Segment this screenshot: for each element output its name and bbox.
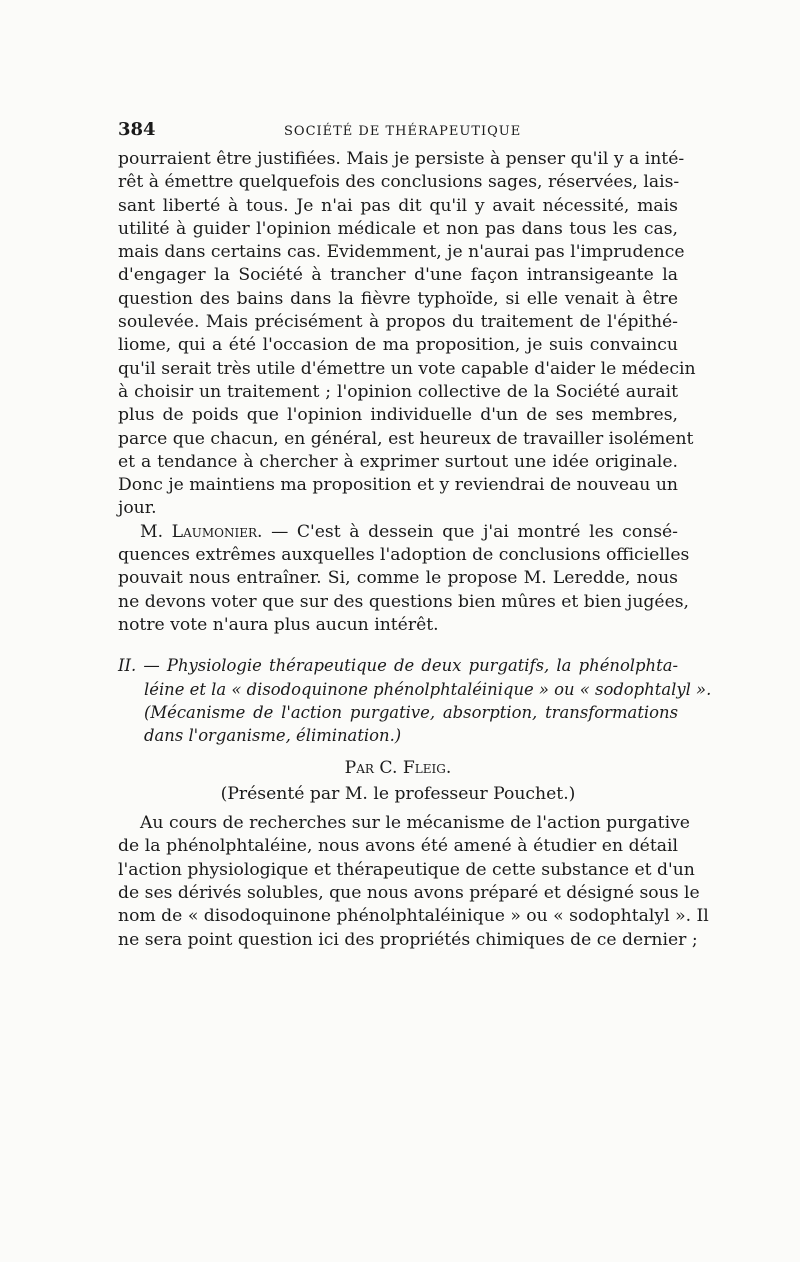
text-line: utilité à guider l'opinion médicale et non pas dans tous les cas,	[118, 218, 678, 239]
article-author: Par C. Fleig.	[344, 758, 452, 779]
text-line: notre vote n'aura plus aucun intérêt.	[118, 614, 439, 635]
presented-by: (Présenté par M. le professeur Pouchet.)	[220, 783, 576, 804]
text-line: sant liberté à tous. Je n'ai pas dit qu'il y avait nécessité, mais	[118, 195, 678, 216]
text-line: pourraient être justifiées. Mais je persiste à penser qu'il y a inté-	[118, 149, 685, 169]
paragraph-3	[118, 812, 709, 952]
text-line	[118, 521, 678, 544]
title-line: dans l'organisme, élimination.)	[144, 726, 402, 746]
speaker-text: — C'est à dessein que j'ai montré les consé-	[262, 521, 678, 542]
text-line: liome, qui a été l'occasion de ma proposition, je suis convaincu	[118, 335, 678, 356]
title-line: léine et la « disodoquinone phénolphtaléinique » ou « sodophtalyl ».	[144, 679, 712, 699]
text-line: Au cours de recherches sur le mécanisme de l'action purgative	[140, 813, 690, 834]
section-gap	[118, 637, 678, 654]
title-line: (Mécanisme de l'action purgative, absorption, transformations	[144, 702, 678, 722]
text-line: question des bains dans la fièvre typhoïde, si elle venait à être	[118, 288, 678, 309]
text-line: nom de « disodoquinone phénolphtaléinique » ou « sodophtalyl ». Il	[118, 906, 709, 927]
text-line: de ses dérivés solubles, que nous avons préparé et désigné sous le	[118, 882, 700, 903]
paragraph-2	[118, 521, 690, 637]
page-header	[118, 118, 678, 142]
text-line: pouvait nous entraîner. Si, comme le propose M. Leredde, nous	[118, 568, 678, 589]
text-line: soulevée. Mais précisément à propos du traitement de l'épithé-	[118, 312, 678, 333]
text-line: rêt à émettre quelquefois des conclusions sages, réservées, lais-	[118, 172, 680, 193]
text-line: plus de poids que l'opinion individuelle d'un de ses membres,	[118, 405, 678, 426]
text-line: à choisir un traitement ; l'opinion collective de la Société aurait	[118, 381, 678, 402]
text-line: ne devons voter que sur des questions bien mûres et bien jugées,	[118, 591, 690, 612]
text-line: l'action physiologique et thérapeutique de cette substance et d'un	[118, 859, 695, 880]
text-line: mais dans certains cas. Evidemment, je n'aurai pas l'imprudence	[118, 242, 685, 263]
page-number: 384	[118, 119, 156, 140]
paragraph-1	[118, 148, 696, 521]
text-line: et a tendance à chercher à exprimer surtout une idée originale.	[118, 451, 678, 472]
text-line: ne sera point question ici des propriétés chimiques de ce dernier ;	[118, 929, 698, 950]
section-title	[118, 654, 712, 747]
speaker-name: M. Laumonier.	[140, 521, 263, 542]
text-line: Donc je maintiens ma proposition et y reviendrai de nouveau un	[118, 475, 678, 496]
title-line: II. — Physiologie thérapeutique de deux purgatifs, la phénolphta-	[118, 656, 678, 676]
book-page	[118, 118, 712, 952]
text-line: qu'il serait très utile d'émettre un vote capable d'aider le médecin	[118, 358, 696, 379]
text-line: d'engager la Société à trancher d'une façon intransigeante la	[118, 265, 678, 286]
text-line: de la phénolphtaléine, nous avons été amené à étudier en détail	[118, 836, 678, 857]
text-line: parce que chacun, en général, est heureux de travailler isolément	[118, 428, 694, 449]
running-title: SOCIÉTÉ DE THÉRAPEUTIQUE	[284, 124, 522, 139]
text-line: jour.	[118, 498, 157, 519]
text-line: quences extrêmes auxquelles l'adoption de conclusions officielles	[118, 545, 690, 566]
